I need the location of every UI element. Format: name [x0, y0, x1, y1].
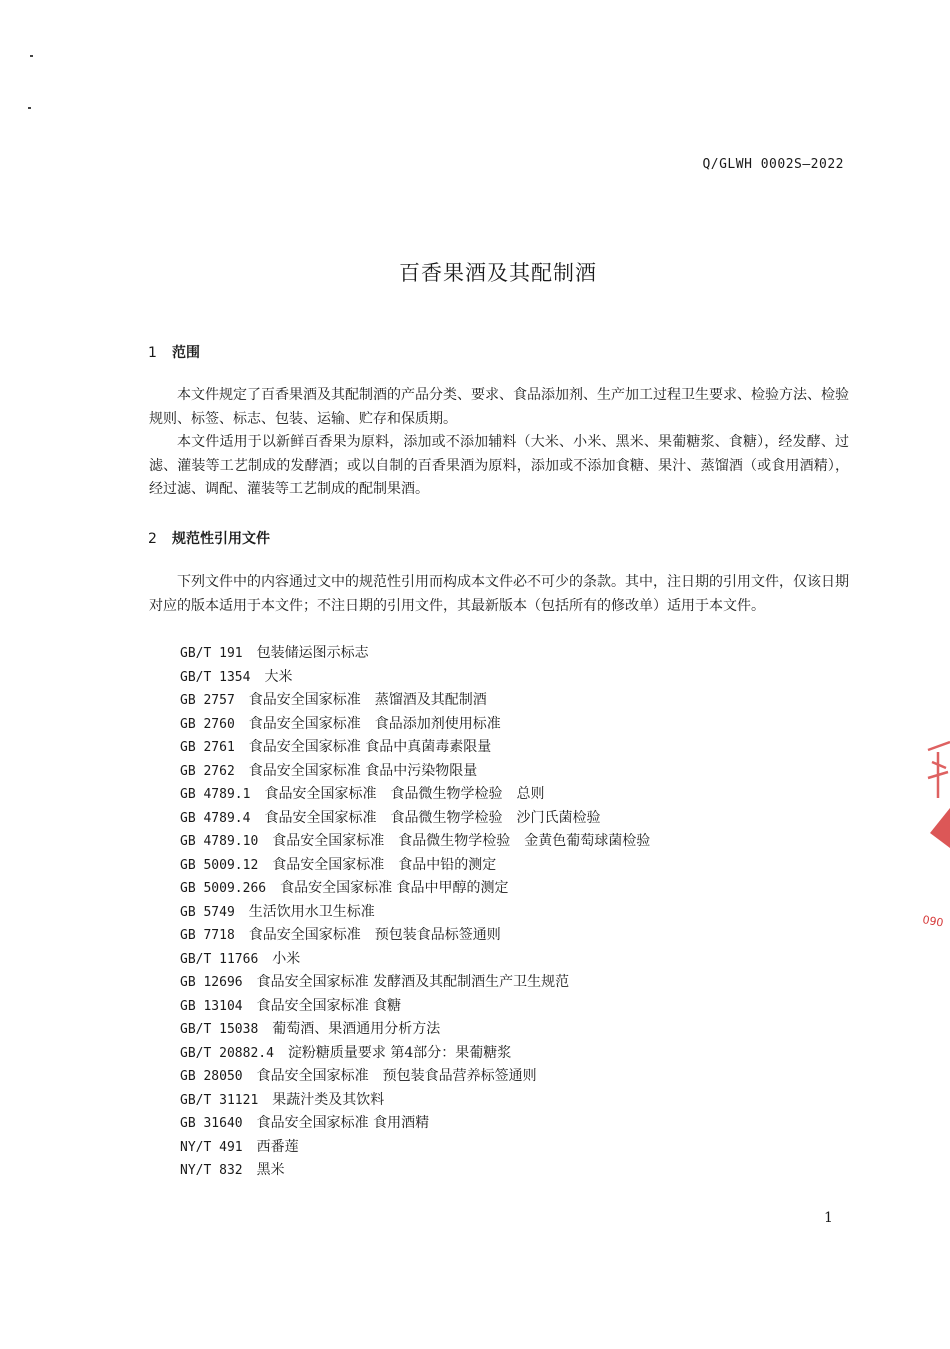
reference-item: [180, 1018, 780, 1042]
reference-title: 大米: [264, 668, 293, 685]
reference-title: 食品安全国家标准 食品中真菌毒素限量: [248, 739, 492, 755]
section-title: 规范性引用文件: [172, 531, 270, 547]
page-number: 1: [824, 1210, 833, 1226]
reference-title: 食品安全国家标准 食品中污染物限量: [248, 762, 478, 779]
reference-code: GB 2761: [180, 740, 235, 755]
section-number: 2: [148, 531, 157, 547]
reference-title: 黑米: [256, 1162, 285, 1178]
reference-item: [180, 1159, 780, 1183]
reference-code: GB/T 191: [180, 646, 243, 661]
scan-mark: [28, 107, 31, 109]
reference-item: [180, 642, 780, 666]
reference-item: [180, 995, 780, 1019]
reference-title: 淀粉糖质量要求 第4部分：果葡糖浆: [287, 1044, 512, 1061]
reference-code: GB 4789.10: [180, 834, 259, 849]
section-number: 1: [148, 345, 157, 361]
reference-code: NY/T 491: [180, 1139, 243, 1155]
reference-title: 生活饮用水卫生标准: [248, 903, 375, 920]
reference-list: [180, 642, 780, 1183]
reference-title: 食品安全国家标准 食品中铅的测定: [272, 856, 497, 873]
reference-code: GB 5009.266: [180, 881, 267, 896]
reference-title: 果蔬汁类及其饮料: [272, 1091, 385, 1108]
reference-title: 食品安全国家标准 食用酒精: [256, 1115, 430, 1131]
reference-item: [180, 854, 780, 878]
reference-code: GB 28050: [180, 1069, 243, 1084]
reference-item: [180, 807, 780, 831]
section-heading-references: [148, 528, 270, 548]
reference-code: GB/T 11766: [180, 951, 259, 967]
reference-item: [180, 736, 780, 760]
reference-item: [180, 1136, 780, 1160]
reference-code: GB 2760: [180, 716, 235, 732]
reference-title: 西番莲: [256, 1138, 299, 1155]
section-title: 范围: [172, 345, 200, 361]
document-title: 百香果酒及其配制酒: [399, 261, 597, 285]
reference-code: GB 13104: [180, 998, 243, 1014]
reference-code: GB/T 20882.4: [180, 1045, 274, 1061]
reference-code: GB 31640: [180, 1116, 243, 1131]
reference-code: GB/T 31121: [180, 1092, 259, 1108]
reference-title: 小米: [272, 950, 301, 967]
reference-item: [180, 783, 780, 807]
reference-title: 包装储运图示标志: [256, 645, 369, 661]
section-heading-scope: [148, 342, 200, 362]
reference-item: [180, 713, 780, 737]
reference-item: [180, 877, 780, 901]
reference-title: 食品安全国家标准 食品微生物学检验 金黄色葡萄球菌检验: [272, 833, 651, 849]
reference-title: 食品安全国家标准 蒸馏酒及其配制酒: [248, 692, 487, 708]
reference-code: GB 5009.12: [180, 857, 259, 873]
reference-item: [180, 901, 780, 925]
reference-title: 食品安全国家标准 食品添加剂使用标准: [248, 715, 501, 732]
reference-code: GB 2757: [180, 693, 235, 708]
reference-title: 葡萄酒、果酒通用分析方法: [272, 1021, 441, 1037]
reference-item: [180, 924, 780, 948]
reference-item: [180, 948, 780, 972]
reference-item: [180, 1065, 780, 1089]
reference-title: 食品安全国家标准 预包装食品营养标签通则: [256, 1068, 537, 1084]
scope-paragraph-1: 本文件规定了百香果酒及其配制酒的产品分类、要求、食品添加剂、生产加工过程卫生要求、检验方法、检验规则、标签、标志、包装、运输、贮存和保质期。: [149, 387, 849, 427]
reference-code: GB 5749: [180, 904, 235, 920]
reference-title: 食品安全国家标准 食品中甲醇的测定: [280, 880, 509, 896]
reference-title: 食品安全国家标准 食糖: [256, 997, 402, 1014]
svg-text:090: 090: [921, 913, 945, 930]
reference-title: 食品安全国家标准 发酵酒及其配制酒生产卫生规范: [256, 974, 570, 990]
reference-item: [180, 1042, 780, 1066]
reference-title: 食品安全国家标准 预包装食品标签通则: [248, 927, 501, 943]
scan-mark: [30, 55, 33, 57]
reference-code: GB 4789.4: [180, 810, 251, 826]
reference-code: GB/T 15038: [180, 1022, 259, 1037]
reference-item: [180, 689, 780, 713]
document-code: Q/GLWH 0002S—2022: [702, 157, 844, 172]
reference-code: NY/T 832: [180, 1163, 243, 1178]
reference-item: [180, 1112, 780, 1136]
reference-item: [180, 666, 780, 690]
reference-code: GB 7718: [180, 928, 235, 943]
reference-item: [180, 830, 780, 854]
seal-stamp-fragment: [920, 738, 950, 938]
reference-code: GB 12696: [180, 975, 243, 990]
reference-title: 食品安全国家标准 食品微生物学检验 沙门氏菌检验: [264, 809, 601, 826]
reference-item: [180, 760, 780, 784]
reference-item: [180, 1089, 780, 1113]
scope-paragraph-2: 本文件适用于以新鲜百香果为原料，添加或不添加辅料（大米、小米、黑米、果葡糖浆、食糖），经发酵、过滤、灌装等工艺制成的发酵酒；或以自制的百香果酒为原料，添加或不添加食糖、果汁、蒸馏酒（或食用酒精），经过滤、调配、灌装等工艺制成的配制果酒。: [149, 434, 849, 497]
references-intro: 下列文件中的内容通过文中的规范性引用而构成本文件必不可少的条款。其中，注日期的引用文件，仅该日期对应的版本适用于本文件；不注日期的引用文件，其最新版本（包括所有的修改单）适用于本文件。: [149, 574, 849, 614]
reference-code: GB 4789.1: [180, 787, 251, 802]
reference-code: GB 2762: [180, 763, 235, 779]
reference-code: GB/T 1354: [180, 669, 251, 685]
reference-item: [180, 971, 780, 995]
reference-title: 食品安全国家标准 食品微生物学检验 总则: [264, 786, 545, 802]
